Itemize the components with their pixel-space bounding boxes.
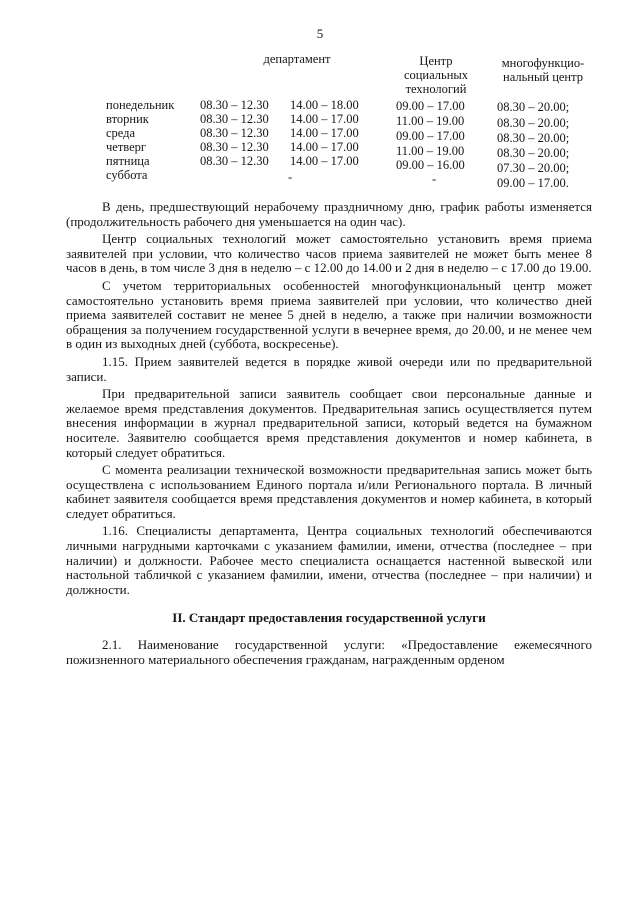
dept-afternoon-hours: 14.00 – 17.00 (290, 126, 359, 140)
dept-afternoon-hours: 14.00 – 17.00 (290, 112, 359, 126)
mfc-hours: 08.30 – 20.00; (497, 116, 570, 130)
center-hours: 11.00 – 19.00 (396, 144, 465, 158)
mfc-hours: 08.30 – 20.00; (497, 100, 570, 114)
day-label: вторник (106, 112, 149, 126)
paragraph: 1.16. Специалисты департамента, Центра социальных технологий обеспечиваются личными нагрудными карточками с указанием фамилии, имени, отчества (последнее – при наличии) и должности. Рабочее место специалиста оснащается настенной вывеской или настольной табличкой с указанием фамилии, имени, отчества (последнее – при наличии) и должности. (66, 523, 592, 597)
section-title: II. Стандарт предоставления государственной услуги (172, 610, 486, 626)
dept-afternoon-hours: 14.00 – 18.00 (290, 98, 359, 112)
dept-afternoon-hours: 14.00 – 17.00 (290, 154, 359, 168)
paragraph: С момента реализации технической возможности предварительная запись может быть осуществлена с использованием Единого портала и/или Регионального портала. В личный кабинет заявителя сообщается время представления документов и номер кабинета, в который следует обратиться. (66, 462, 592, 521)
day-label: суббота (106, 168, 148, 182)
center-hours: 11.00 – 19.00 (396, 114, 465, 128)
center-hours: 09.00 – 17.00 (396, 99, 465, 113)
center-hours: 09.00 – 16.00 (396, 158, 465, 172)
header-mfc: многофункцио- нальный центр (501, 56, 585, 84)
paragraph: Центр социальных технологий может самостоятельно установить время приема заявителей при условии, что количество часов приема заявителей не может быть менее 8 часов в день, в том числе 3 дня в неделю – с 12.00 до 14.00 и 2 дня в неделю – с 17.00 до 19.00. (66, 231, 592, 276)
page-number: 5 (316, 26, 324, 41)
center-hours-dash: - (432, 172, 437, 186)
mfc-hours: 08.30 – 20.00; (497, 146, 570, 160)
day-label: понедельник (106, 98, 175, 112)
dept-morning-hours: 08.30 – 12.30 (200, 126, 269, 140)
dept-morning-hours: 08.30 – 12.30 (200, 140, 269, 154)
mfc-hours: 08.30 – 20.00; (497, 131, 570, 145)
paragraph: 2.1. Наименование государственной услуги: «Предоставление ежемесячного пожизненного материального обеспечения гражданам, награжденным орденом (66, 637, 592, 667)
dept-morning-hours: 08.30 – 12.30 (200, 112, 269, 126)
dept-morning-hours: 08.30 – 12.30 (200, 98, 269, 112)
header-department: департамент (263, 52, 331, 66)
dept-morning-hours: 08.30 – 12.30 (200, 154, 269, 168)
paragraph: 1.15. Прием заявителей ведется в порядке живой очереди или по предварительной записи. (66, 353, 592, 384)
center-hours: 09.00 – 17.00 (396, 129, 465, 143)
day-label: пятница (106, 154, 150, 168)
day-label: четверг (106, 140, 147, 154)
paragraph: При предварительной записи заявитель сообщает свои персональные данные и желаемое время представления документов. Предварительная запись осуществляется путем внесения информации в журнал предварительной записи, который ведется на бумажном носителе. Заявителю сообщается время представления документов и номер кабинета, в который следует обратиться. (66, 386, 592, 460)
day-label: среда (106, 126, 136, 140)
body-text (66, 200, 592, 667)
dept-hours-dash: - (288, 170, 293, 184)
mfc-hours: 07.30 – 20.00; (497, 161, 570, 175)
dept-afternoon-hours: 14.00 – 17.00 (290, 140, 359, 154)
paragraph: В день, предшествующий нерабочему праздничному дню, график работы изменяется (продолжительность рабочего дня уменьшается на один час). (66, 199, 592, 229)
header-center: Центр социальных технологий (403, 54, 469, 96)
mfc-hours-saturday: 09.00 – 17.00. (497, 176, 569, 190)
paragraph: С учетом территориальных особенностей многофункциональный центр может самостоятельно установить время приема заявителей при условии, что количество дней приема заявителей составит не менее 5 дней в неделю, а также при наличии возможности обращения за получением государственной услуги в вечернее время, до 20.00, и не менее чем в один из выходных дней (суббота, воскресенье). (66, 277, 592, 352)
